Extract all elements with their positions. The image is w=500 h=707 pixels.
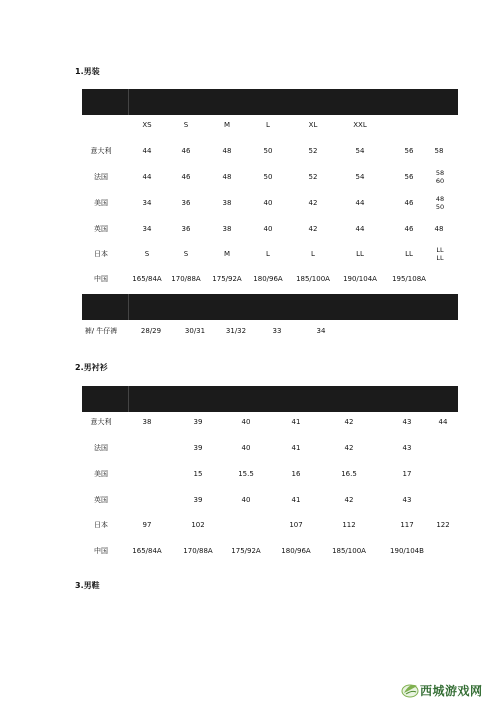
table-cell: 46 xyxy=(181,173,191,181)
row-label: 法国 xyxy=(94,173,108,181)
table-cell: 16 xyxy=(291,470,301,478)
table-cell: 122 xyxy=(436,521,450,529)
table-header-bar xyxy=(82,386,458,412)
table-cell-stacked: 58 xyxy=(435,169,445,177)
table-cell: 52 xyxy=(308,147,318,155)
table-cell: L xyxy=(266,121,270,129)
table-cell: 97 xyxy=(142,521,152,529)
table-cell: 46 xyxy=(404,225,414,233)
table-cell: 38 xyxy=(222,225,232,233)
table-cell: 170/88A xyxy=(171,275,201,283)
table-cell: 50 xyxy=(263,173,273,181)
table-cell: 54 xyxy=(355,173,365,181)
table-cell: 17 xyxy=(402,470,412,478)
table-cell: 40 xyxy=(241,496,251,504)
table-cell: 34 xyxy=(316,327,326,335)
row-label: 英国 xyxy=(94,225,108,233)
table-cell: 31/32 xyxy=(225,327,247,335)
table-cell: 43 xyxy=(402,444,412,452)
table-cell: 34 xyxy=(142,199,152,207)
table-cell: 165/84A xyxy=(132,275,162,283)
row-label: 日本 xyxy=(94,521,108,529)
table-cell: 44 xyxy=(142,173,152,181)
table-cell: 175/92A xyxy=(212,275,242,283)
table-cell: S xyxy=(183,250,189,258)
row-label: 法国 xyxy=(94,444,108,452)
row-label: 美国 xyxy=(94,470,108,478)
table-cell: 15.5 xyxy=(238,470,254,478)
table-cell: 44 xyxy=(142,147,152,155)
table-cell: 42 xyxy=(344,496,354,504)
table-cell: 41 xyxy=(291,444,301,452)
table-cell-stacked: LL xyxy=(436,246,444,254)
header-divider xyxy=(128,294,129,320)
table-cell: 39 xyxy=(193,444,203,452)
table-cell: 165/84A xyxy=(132,547,162,555)
table-cell: 39 xyxy=(193,496,203,504)
table-cell-stacked: LL xyxy=(436,254,444,262)
table-cell: 54 xyxy=(355,147,365,155)
table-cell: L xyxy=(311,250,315,258)
table-cell: 46 xyxy=(404,199,414,207)
table-cell: 48 xyxy=(222,173,232,181)
table-cell: 40 xyxy=(241,444,251,452)
row-label: 意大利 xyxy=(90,147,112,155)
table-cell: 30/31 xyxy=(184,327,206,335)
table-header-bar xyxy=(82,89,458,115)
row-label: 意大利 xyxy=(90,418,112,426)
table-cell: 34 xyxy=(142,225,152,233)
row-label: 中国 xyxy=(94,547,108,555)
table-cell: 48 xyxy=(434,225,444,233)
section-title-men-shoes: 3.男鞋 xyxy=(75,581,100,590)
row-label: 日本 xyxy=(94,250,108,258)
leaf-logo-icon xyxy=(400,680,420,700)
table-cell: 42 xyxy=(344,418,354,426)
table-cell: LL xyxy=(405,250,413,258)
table-cell: 36 xyxy=(181,199,191,207)
table-cell: 43 xyxy=(402,496,412,504)
table-cell: 107 xyxy=(289,521,303,529)
table-cell: 40 xyxy=(263,199,273,207)
header-divider xyxy=(128,386,129,412)
table-cell: XL xyxy=(308,121,318,129)
pants-header-bar xyxy=(82,294,458,320)
table-cell: 16.5 xyxy=(341,470,357,478)
table-cell: 42 xyxy=(308,225,318,233)
header-divider xyxy=(128,89,129,115)
table-cell: L xyxy=(266,250,270,258)
section-title-men-shirts: 2.男衬衫 xyxy=(75,363,108,372)
table-cell: M xyxy=(223,121,231,129)
table-cell-stacked: 60 xyxy=(435,177,445,185)
table-cell-stacked: 48 xyxy=(435,195,445,203)
table-cell: 36 xyxy=(181,225,191,233)
table-cell: 28/29 xyxy=(140,327,162,335)
table-cell: 43 xyxy=(402,418,412,426)
table-cell: 41 xyxy=(291,496,301,504)
table-cell: 170/88A xyxy=(183,547,213,555)
table-cell: M xyxy=(223,250,231,258)
table-cell: 58 xyxy=(434,147,444,155)
row-label: 英国 xyxy=(94,496,108,504)
table-cell: XS xyxy=(142,121,152,129)
table-cell: 38 xyxy=(222,199,232,207)
table-cell: LL xyxy=(356,250,364,258)
table-cell: 44 xyxy=(438,418,448,426)
table-cell: 50 xyxy=(263,147,273,155)
table-cell: 33 xyxy=(272,327,282,335)
row-label: 中国 xyxy=(94,275,108,283)
table-cell: 40 xyxy=(241,418,251,426)
table-cell: 44 xyxy=(355,225,365,233)
table-cell: 39 xyxy=(193,418,203,426)
row-label: 美国 xyxy=(94,199,108,207)
table-cell: 56 xyxy=(404,147,414,155)
table-cell: S xyxy=(144,250,150,258)
table-cell: 180/96A xyxy=(253,275,283,283)
table-cell: 42 xyxy=(344,444,354,452)
watermark xyxy=(400,678,498,702)
table-cell: 180/96A xyxy=(281,547,311,555)
table-cell: 46 xyxy=(181,147,191,155)
table-cell: 48 xyxy=(222,147,232,155)
table-cell: 15 xyxy=(193,470,203,478)
row-label: 裤/ 牛仔裤 xyxy=(84,327,118,335)
table-cell: 190/104B xyxy=(390,547,424,555)
table-cell: 185/100A xyxy=(296,275,330,283)
table-cell: 175/92A xyxy=(231,547,261,555)
table-cell: 42 xyxy=(308,199,318,207)
table-cell: 102 xyxy=(191,521,205,529)
table-cell: 41 xyxy=(291,418,301,426)
table-cell: 112 xyxy=(342,521,356,529)
table-cell: 195/108A xyxy=(392,275,426,283)
table-cell: 44 xyxy=(355,199,365,207)
table-cell: 185/100A xyxy=(332,547,366,555)
table-cell: S xyxy=(183,121,189,129)
table-cell: 40 xyxy=(263,225,273,233)
table-cell-stacked: 50 xyxy=(435,203,445,211)
watermark-text: 西城游戏网 xyxy=(420,684,483,698)
table-cell: 190/104A xyxy=(343,275,377,283)
table-cell: 117 xyxy=(400,521,414,529)
section-title-men-clothing: 1.男装 xyxy=(75,67,100,76)
table-cell: XXL xyxy=(353,121,367,129)
table-cell: 38 xyxy=(142,418,152,426)
table-cell: 52 xyxy=(308,173,318,181)
table-cell: 56 xyxy=(404,173,414,181)
